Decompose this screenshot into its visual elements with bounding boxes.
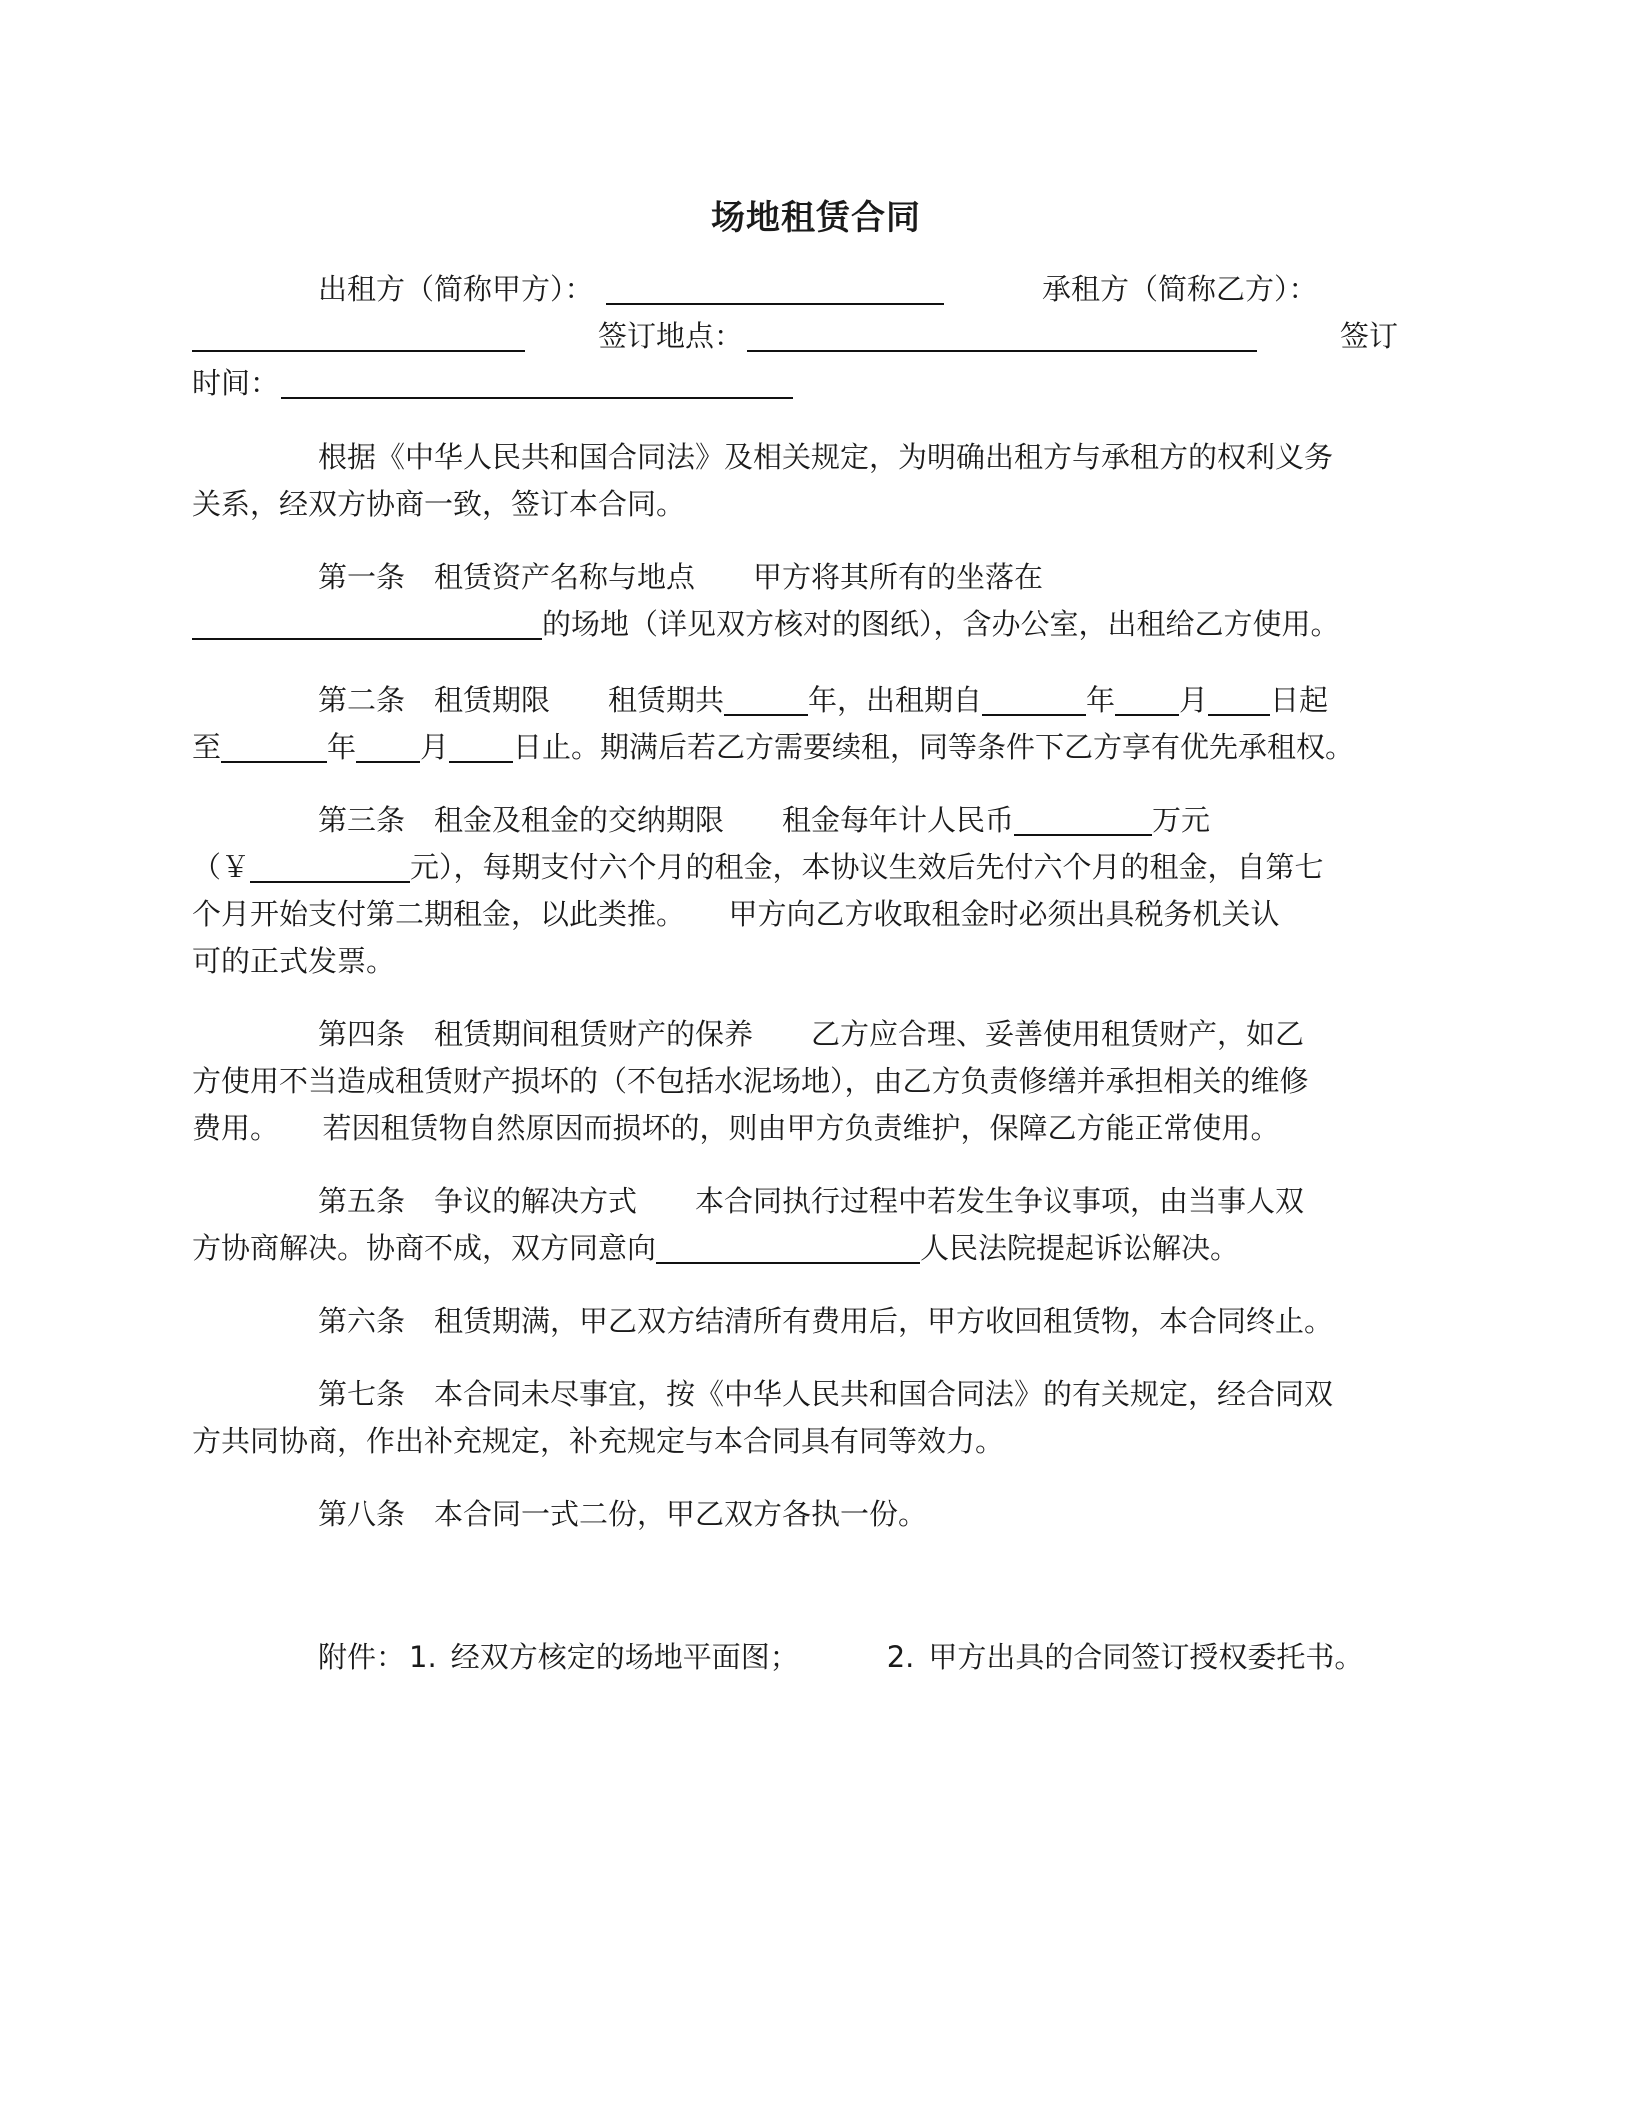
article-2-text-c: 年 [1086, 683, 1116, 717]
article-4-line-2: 方使用不当造成租赁财产损坏的（不包括水泥场地），由乙方负责修缮并承担相关的维修 [192, 1064, 1309, 1098]
article-2-text-d: 月 [1179, 683, 1209, 717]
annex-item-1-text: 经双方核定的场地平面图； [450, 1640, 799, 1674]
lessor-blank[interactable] [606, 273, 944, 305]
article-6-line-1: 第六条 租赁期满，甲乙双方结清所有费用后，甲方收回租赁物，本合同终止。 [318, 1304, 1334, 1338]
lessee-blank-row [192, 313, 525, 359]
article-5-line-1: 第五条 争议的解决方式 本合同执行过程中若发生争议事项，由当事人双 [318, 1184, 1305, 1218]
start-year-blank[interactable] [982, 684, 1086, 716]
place-blank[interactable] [747, 320, 1257, 352]
article-1-line-1: 第一条 租赁资产名称与地点 甲方将其所有的坐落在 [318, 560, 1044, 594]
article-2-text-f: 至 [192, 730, 222, 764]
preamble-line-2: 关系，经双方协商一致，签订本合同。 [192, 487, 686, 521]
article-3-line-1 [318, 797, 1210, 843]
article-2-text-e: 日起 [1270, 683, 1329, 717]
end-day-blank[interactable] [449, 731, 513, 763]
article-3-text-b: 万元 [1152, 803, 1211, 837]
article-3-text-c: （￥ [192, 850, 251, 884]
place-label: 签订地点： [598, 319, 744, 353]
article-5-text-b: 人民法院提起诉讼解决。 [920, 1231, 1240, 1265]
article-4-line-3: 费用。 若因租赁物自然原因而损坏的，则由甲方负责维护，保障乙方能正常使用。 [192, 1111, 1280, 1145]
lessee-label: 承租方（简称乙方）： [1042, 272, 1318, 306]
annex-item-2-number: 2. [886, 1640, 915, 1674]
article-3-line-3: 个月开始支付第二期租金，以此类推。 甲方向乙方收取租金时必须出具税务机关认 [192, 897, 1280, 931]
lessee-blank[interactable] [192, 320, 525, 352]
lessor-row [318, 266, 944, 312]
rent-wan-blank[interactable] [1014, 804, 1152, 836]
article-7-line-1: 第七条 本合同未尽事宜，按《中华人民共和国合同法》的有关规定，经合同双 [318, 1377, 1334, 1411]
time-label-part1: 签订 [1340, 319, 1399, 353]
article-3-text-d: 元），每期支付六个月的租金，本协议生效后先付六个月的租金，自第七 [410, 850, 1324, 884]
court-blank[interactable] [656, 1232, 920, 1264]
article-2-text-a: 第二条 租赁期限 租赁期共 [318, 683, 725, 717]
location-blank[interactable] [192, 608, 542, 640]
article-2-line-1 [318, 677, 1328, 723]
time-row [192, 360, 793, 406]
article-8-line-1: 第八条 本合同一式二份，甲乙双方各执一份。 [318, 1497, 928, 1531]
annex-item-2-text: 甲方出具的合同签订授权委托书。 [928, 1640, 1364, 1674]
term-years-blank[interactable] [724, 684, 808, 716]
article-2-text-i: 日止。期满后若乙方需要续租，同等条件下乙方享有优先承租权。 [513, 730, 1355, 764]
place-row [598, 313, 1257, 359]
annex-row [318, 1634, 1363, 1680]
start-month-blank[interactable] [1115, 684, 1179, 716]
article-4-line-1: 第四条 租赁期间租赁财产的保养 乙方应合理、妥善使用租赁财产，如乙 [318, 1017, 1305, 1051]
article-2-text-h: 月 [420, 730, 450, 764]
preamble-line-1: 根据《中华人民共和国合同法》及相关规定，为明确出租方与承租方的权利义务 [318, 440, 1334, 474]
article-5-text-a: 方协商解决。协商不成，双方同意向 [192, 1231, 657, 1265]
article-3-text-a: 第三条 租金及租金的交纳期限 租金每年计人民币 [318, 803, 1015, 837]
annex-item-1-number: 1. [409, 1640, 437, 1674]
time-label-part2: 时间： [192, 366, 280, 400]
time-blank[interactable] [281, 367, 793, 399]
article-1-line-2 [192, 601, 1340, 647]
annex-label: 附件： [318, 1640, 406, 1674]
article-2-text-g: 年 [327, 730, 357, 764]
end-year-blank[interactable] [221, 731, 327, 763]
article-1-text: 的场地（详见双方核对的图纸），含办公室，出租给乙方使用。 [542, 607, 1340, 641]
article-2-text-b: 年，出租期自 [808, 683, 983, 717]
rent-yuan-blank[interactable] [250, 851, 410, 883]
article-7-line-2: 方共同协商，作出补充规定，补充规定与本合同具有同等效力。 [192, 1424, 1005, 1458]
end-month-blank[interactable] [356, 731, 420, 763]
article-5-line-2 [192, 1225, 1239, 1271]
start-day-blank[interactable] [1208, 684, 1270, 716]
article-3-line-4: 可的正式发票。 [192, 944, 396, 978]
article-3-line-2 [192, 844, 1324, 890]
article-2-line-2 [192, 724, 1354, 770]
document-title: 场地租赁合同 [711, 198, 921, 238]
lessor-label: 出租方（简称甲方）： [318, 272, 594, 306]
